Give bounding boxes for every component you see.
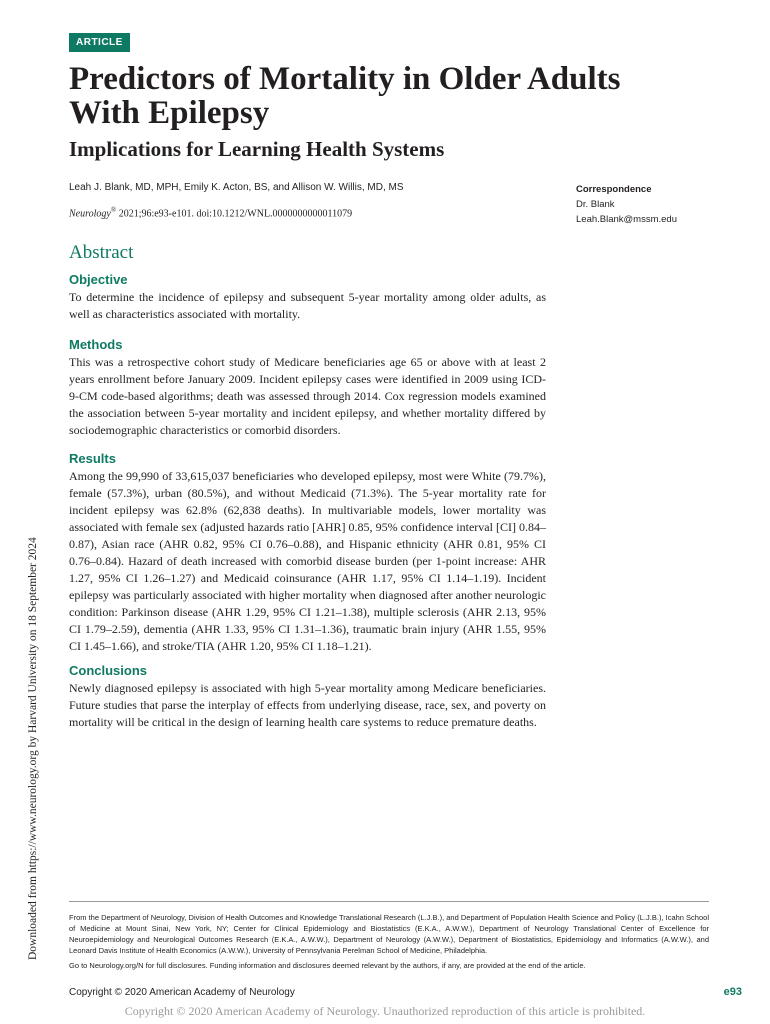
- article-title: Predictors of Mortality in Older Adults With Epilepsy: [69, 61, 621, 131]
- citation: [69, 206, 352, 219]
- copyright-watermark: Copyright © 2020 American Academy of Neurology. Unauthorized reproduction of this article is prohibited.: [124, 1004, 646, 1018]
- correspondence-name: Dr. Blank: [576, 199, 615, 210]
- download-notice: Downloaded from https://www.neurology.org by Harvard University on 18 September 2024: [27, 537, 39, 960]
- author-list: Leah J. Blank, MD, MPH, Emily K. Acton, BS, and Allison W. Willis, MD, MS: [69, 182, 404, 193]
- conclusions-text: Newly diagnosed epilepsy is associated with high 5-year mortality among Medicare beneficiaries. Future studies that parse the interplay of effects from underlying disease, race, sex, and poverty on mortality will be critical in the design of learning health care systems to reduce premature deaths.: [69, 681, 546, 729]
- correspondence-box: [576, 182, 677, 227]
- conclusions-section: [69, 663, 546, 731]
- conclusions-heading: Conclusions: [69, 663, 148, 678]
- disclosures-note: Go to Neurology.org/N for full disclosures. Funding information and disclosures deemed relevant by the authors, if any, are provided at the end of the article.: [69, 961, 586, 970]
- affiliations: From the Department of Neurology, Division of Health Outcomes and Knowledge Translational Research (L.J.B.), and Department of Population Health Science and Policy (L.J.B.), Icahn School of Medicine at Mount Sinai, New York, NY; Center for Clinical Epidemiology and Biostatistics (E.K.A., A.W.W.), Department of Neurology Translational Center of Excellence for Neuroepidemiology and Neurological Outcomes Research (E.K.A., A.W.W.), Department of Neurology (A.W.W.), Department of Biostatistics, Epidemiology and Informatics (A.W.W.), and Leonard Davis Institute of Health Economics (A.W.W.), University of Pennsylvania Perelman School of Medicine, Philadelphia.: [69, 913, 709, 955]
- footer-divider: [69, 901, 709, 902]
- objective-heading: Objective: [69, 272, 128, 287]
- article-subtitle: Implications for Learning Health Systems: [69, 137, 445, 161]
- journal-name: Neurology: [69, 208, 111, 220]
- methods-heading: Methods: [69, 337, 123, 352]
- correspondence-heading: Correspondence: [576, 184, 652, 195]
- page-number: e93: [723, 986, 742, 998]
- methods-section: [69, 337, 546, 439]
- article-type-badge: ARTICLE: [69, 33, 130, 52]
- registered-mark: ®: [110, 206, 117, 214]
- results-heading: Results: [69, 451, 116, 466]
- results-section: [69, 451, 546, 655]
- correspondence-email[interactable]: Leah.Blank@mssm.edu: [576, 214, 677, 225]
- objective-text: To determine the incidence of epilepsy and subsequent 5-year mortality among older adults, as well as characteristics associated with mortality.: [69, 290, 546, 321]
- abstract-heading: Abstract: [69, 242, 134, 263]
- copyright-line: Copyright © 2020 American Academy of Neurology: [69, 987, 295, 998]
- methods-text: This was a retrospective cohort study of Medicare beneficiaries age 65 or above with at least 2 years enrollment before January 2009. Incident epilepsy cases were identified in 2009 using ICD-9-CM code-based algorithms; death was assessed through 2014. Cox regression models examined the association between 5-year mortality and incident epilepsy, and whether mortality differed by sociodemographic characteristics or comorbid disorders.: [69, 355, 546, 437]
- results-text: Among the 99,990 of 33,615,037 beneficiaries who developed epilepsy, most were White (79.7%), female (57.3%), urban (80.5%), and without Medicaid (71.3%). The 5-year mortality rate for incident epilepsy was 62.8% (62,838 deaths). In multivariable models, lower mortality was associated with female sex (adjusted hazards ratio [AHR] 0.85, 95% confidence interval [CI] 0.84–0.87), Asian race (AHR 0.82, 95% CI 0.76–0.88), and Hispanic ethnicity (AHR 0.81, 95% CI 0.76–0.84). Hazard of death increased with comorbid disease burden (per 1-point increase: AHR 1.27, 95% CI 1.26–1.27) and Medicaid coinsurance (AHR 1.17, 95% CI 1.14–1.19). Incident epilepsy was particularly associated with higher mortality when diagnosed after another neurologic condition: Parkinson disease (AHR 1.29, 95% CI 1.21–1.38), multiple sclerosis (AHR 2.13, 95% CI 1.79–2.59), dementia (AHR 1.33, 95% CI 1.31–1.36), traumatic brain injury (AHR 1.55, 95% CI 1.45–1.66), and stroke/TIA (AHR 1.20, 95% CI 1.18–1.21).: [69, 469, 546, 653]
- citation-details: 2021;96:e93-e101. doi:10.1212/WNL.0000000000011079: [116, 208, 353, 220]
- objective-section: [69, 272, 546, 323]
